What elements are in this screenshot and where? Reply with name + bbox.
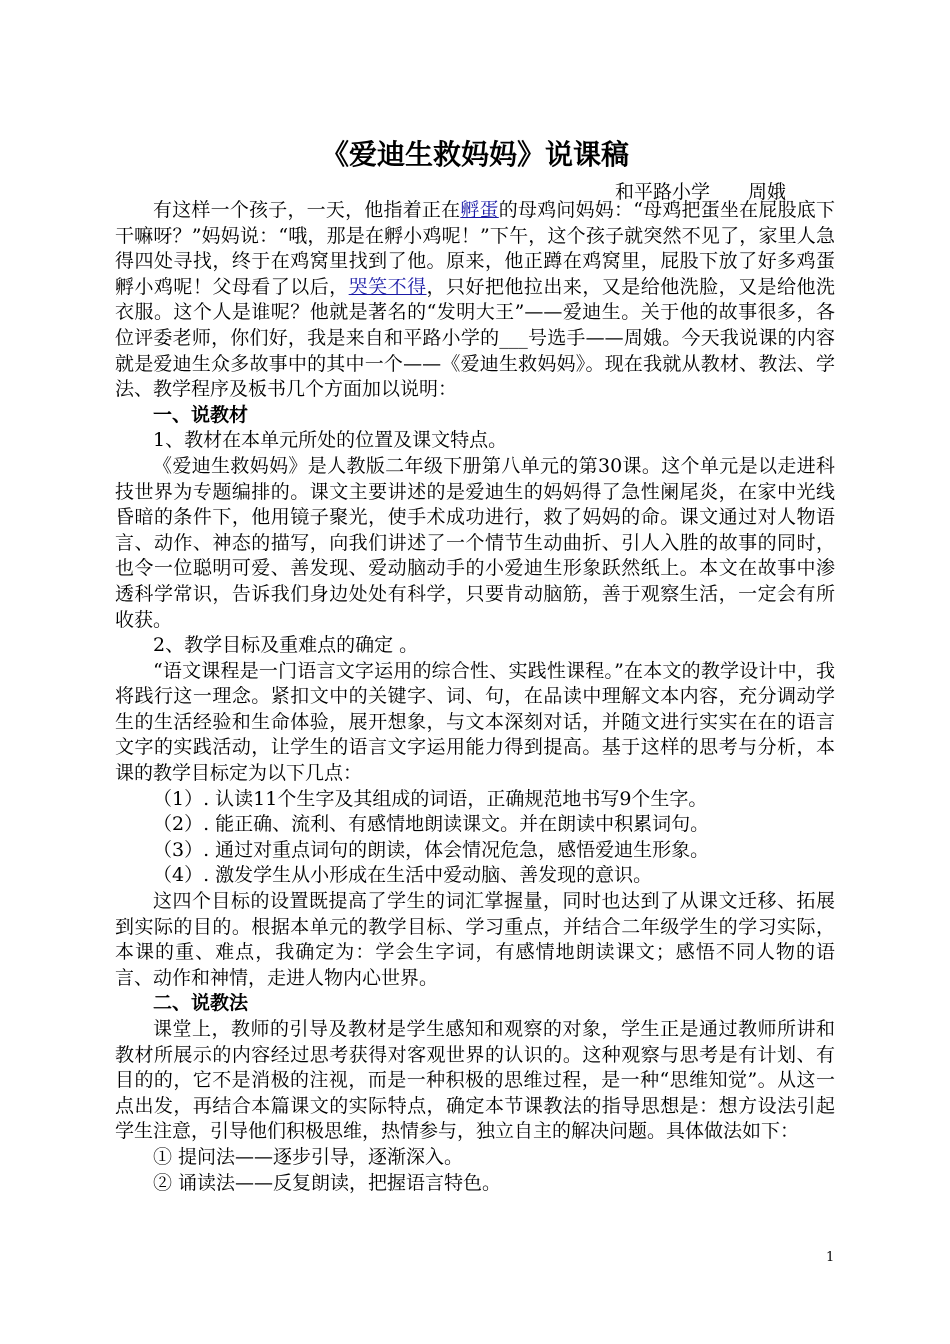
goal-item: （4）. 激发学生从小形成在生活中爱动脑、善发现的意识。	[153, 864, 653, 887]
section-heading-materials: 一、说教材	[153, 403, 249, 426]
goals-summary-paragraph: 这四个目标的设置既提高了学生的词汇掌握量，同时也达到了从课文迁移、拓展到实际的目的。根据本单元的教学目标、学习重点，并结合二年级学生的学习实际，本课的重、难点，我确定为：学会生字词，有感情地朗读课文；感悟不同人物的语言、动作和神情，走进人物内心世界。	[115, 890, 835, 989]
subheading-position: 1、教材在本单元所处的位置及课文特点。	[153, 429, 508, 452]
goal-item: （1）. 认读11个生字及其组成的词语，正确规范地书写9个生字。	[153, 787, 708, 810]
method-item-reading: ② 诵读法——反复朗读，把握语言特色。	[153, 1171, 502, 1194]
methods-paragraph: 课堂上，教师的引导及教材是学生感知和观察的对象，学生正是通过教师所讲和教材所展示的内容经过思考获得对客观世界的认识的。这种观察与思考是有计划、有目的的，它不是消极的注视，而是一种积极的思维过程，是一种“思维知觉”。从这一点出发，再结合本篇课文的实际特点，确定本节课教法的指导思想是：想方设法引起学生注意，引导他们积极思维，热情参与，独立自主的解决问题。具体做法如下：	[115, 1018, 835, 1143]
laugh-cry-link[interactable]: 哭笑不得	[348, 275, 427, 298]
intro-text-b: 的母鸡问妈妈：“母鸡把蛋坐在屁股底下干嘛呀？”妈妈说：“哦，那是在孵小鸡呢！”下午，这个孩子就突然不见了，家里人急得四处寻找，终于在鸡窝里找到了他。原来，他正蹲在鸡窝里，屁股下放了好多鸡蛋孵小鸡呢！父母看了以后，	[115, 199, 835, 298]
intro-text-a: 有这样一个孩子，一天，他指着正在	[153, 199, 461, 221]
curriculum-paragraph: “语文课程是一门语言文字运用的综合性、实践性课程。”在本文的教学设计中，我将践行这一理念。紧扣文中的关键字、词、句，在品读中理解文本内容，充分调动学生的生活经验和生命体验，展开想象，与文本深刻对话，并随文进行实实在在的语言文字的实践活动，让学生的语言文字运用能力得到提高。基于这样的思考与分析，本课的教学目标定为以下几点：	[115, 659, 835, 785]
materials-paragraph: 《爱迪生救妈妈》是人教版二年级下册第八单元的第30课。这个单元是以走进科技世界为专题编排的。课文主要讲述的是爱迪生的妈妈得了急性阑尾炎，在家中光线昏暗的条件下，他用镜子聚光，使手术成功进行，救了妈妈的命。课文通过对人物语言、动作、神态的描写，向我们讲述了一个情节生动曲折、引人入胜的故事的同时，也令一位聪明可爱、善发现、爱动脑动手的小爱迪生形象跃然纸上。本文在故事中渗透科学常识，告诉我们身边处处有科学，只要肯动脑筋，善于观察生活，一定会有所收获。	[115, 454, 835, 631]
goal-item: （3）. 通过对重点词句的朗读，体会情况危急，感悟爱迪生形象。	[153, 838, 710, 861]
intro-paragraph	[115, 198, 835, 403]
goal-item: （2）. 能正确、流利、有感情地朗读课文。并在朗读中积累词句。	[153, 813, 710, 836]
method-item-questioning: ① 提问法——逐步引导，逐渐深入。	[153, 1145, 464, 1168]
author-school: 和平路小学	[615, 181, 711, 203]
subheading-goals: 2、教学目标及重难点的确定 。	[153, 634, 419, 657]
hatch-egg-link[interactable]: 孵蛋	[460, 199, 499, 221]
author-name: 周娥	[748, 181, 787, 203]
body-text	[115, 198, 835, 1196]
page-number: 1	[826, 1250, 835, 1265]
section-heading-methods: 二、说教法	[153, 992, 249, 1015]
document-title: 《爱迪生救妈妈》说课稿	[320, 138, 629, 171]
intro-text-c: ，只好把他拉出来，又是给他洗脸，又是给他洗衣服。这个人是谁呢？他就是著名的“发明大王”——爱迪生。关于他的故事很多，各位评委老师，你们好，我是来自和平路小学的___号选手——周娥。今天我说课的内容就是爱迪生众多故事中的其中一个——《爱迪生救妈妈》。现在我就从教材、教法、学法、教学程序及板书几个方面加以说明：	[115, 275, 835, 401]
